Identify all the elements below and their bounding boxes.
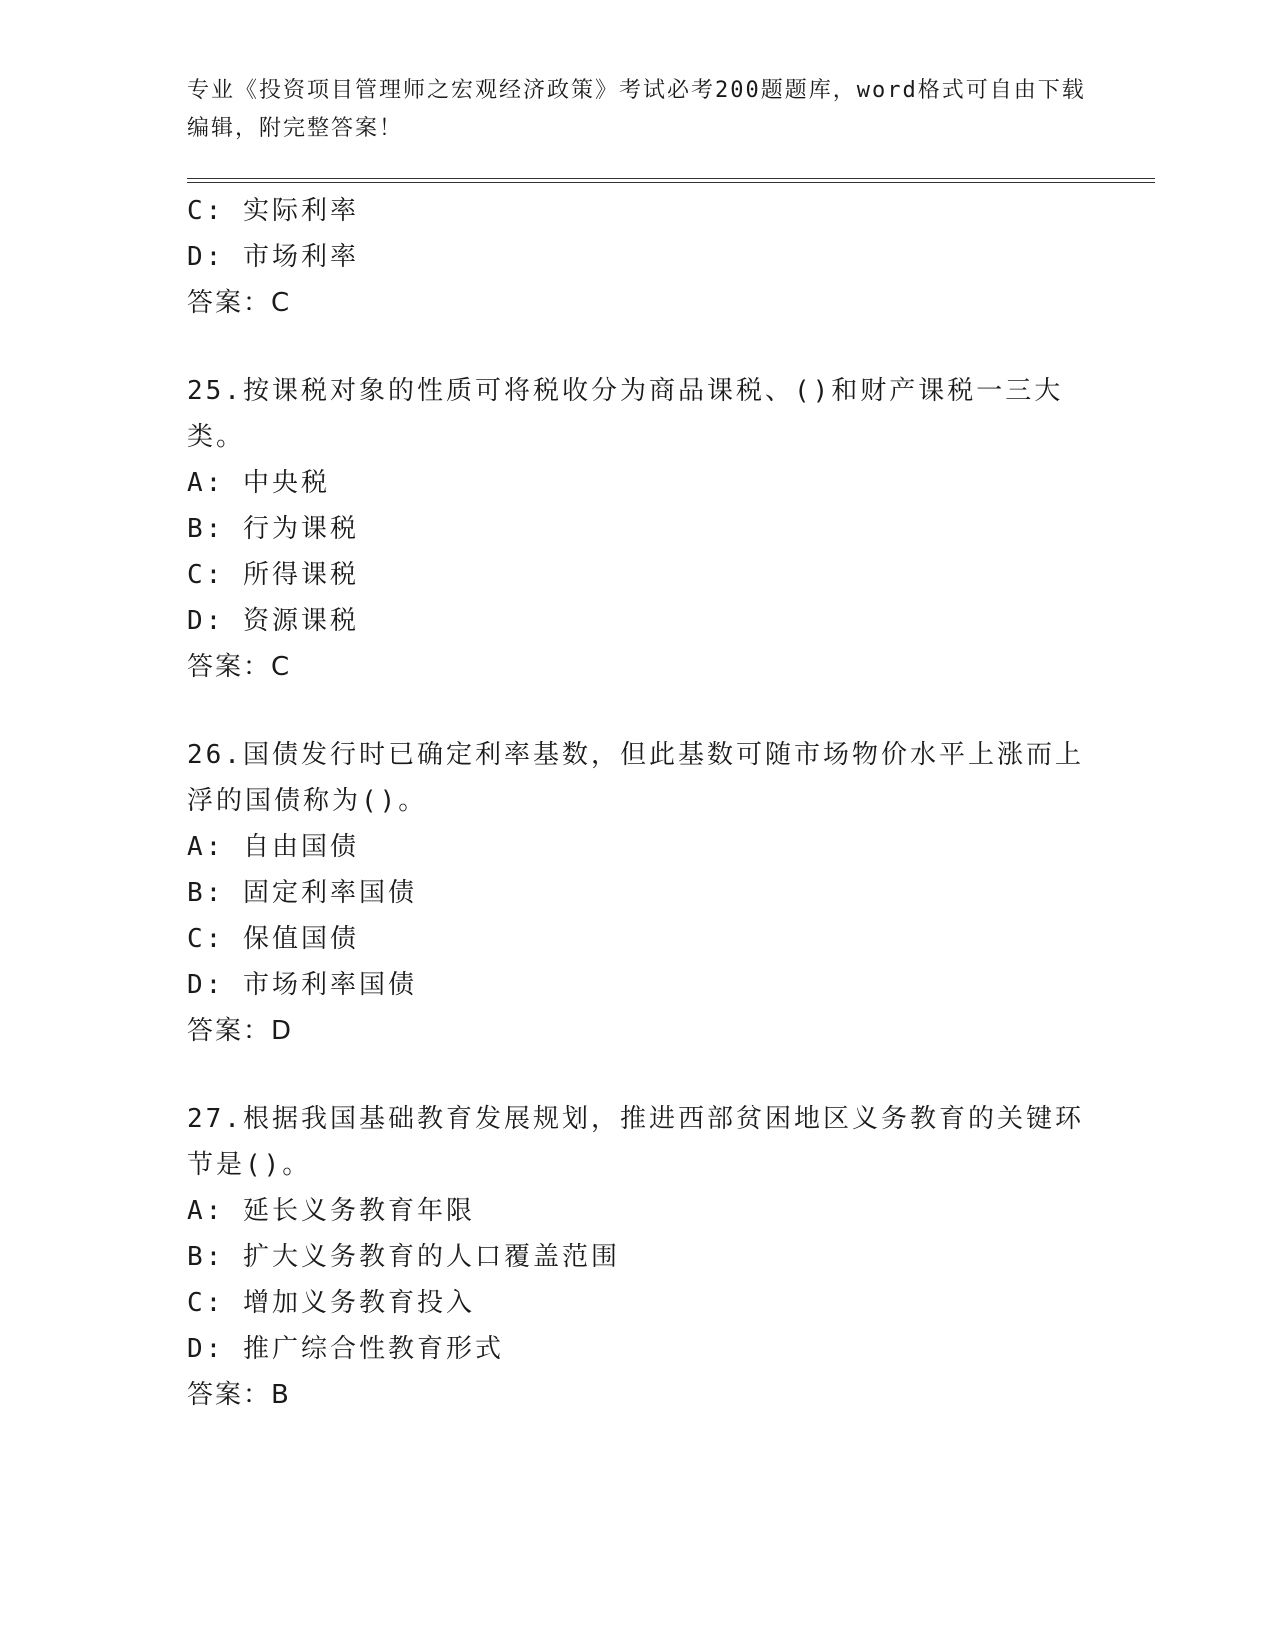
option-d: D: 市场利率 xyxy=(187,242,359,272)
answer-line: 答案：C xyxy=(187,652,292,682)
option-d: D: 市场利率国债 xyxy=(187,970,417,1000)
question-list xyxy=(187,188,1087,1418)
question-text: 26.国债发行时已确定利率基数，但此基数可随市场物价水平上涨而上浮的国债称为()。 xyxy=(187,740,1084,816)
question-text: 25.按课税对象的性质可将税收分为商品课税、()和财产课税一三大类。 xyxy=(187,376,1064,452)
option-b: B: 扩大义务教育的人口覆盖范围 xyxy=(187,1242,620,1272)
option-c: C: 保值国债 xyxy=(187,924,359,954)
option-c: C: 增加义务教育投入 xyxy=(187,1288,475,1318)
header-divider xyxy=(187,178,1155,183)
option-b: B: 行为课税 xyxy=(187,514,359,544)
option-c: C: 实际利率 xyxy=(187,196,359,226)
prev-question-tail xyxy=(187,188,1087,326)
page-header xyxy=(187,72,1087,148)
question-27 xyxy=(187,1096,1087,1418)
option-a: A: 自由国债 xyxy=(187,832,359,862)
answer-line: 答案：B xyxy=(187,1380,291,1410)
question-text: 27.根据我国基础教育发展规划，推进西部贫困地区义务教育的关键环节是()。 xyxy=(187,1104,1084,1180)
option-d: D: 资源课税 xyxy=(187,606,359,636)
option-b: B: 固定利率国债 xyxy=(187,878,417,908)
option-c: C: 所得课税 xyxy=(187,560,359,590)
answer-line: 答案：C xyxy=(187,288,292,318)
option-a: A: 延长义务教育年限 xyxy=(187,1196,475,1226)
question-26 xyxy=(187,732,1087,1054)
header-title: 专业《投资项目管理师之宏观经济政策》考试必考200题题库，word格式可自由下载编辑，附完整答案！ xyxy=(187,78,1086,141)
option-a: A: 中央税 xyxy=(187,468,330,498)
question-25 xyxy=(187,368,1087,690)
answer-line: 答案：D xyxy=(187,1016,294,1046)
option-d: D: 推广综合性教育形式 xyxy=(187,1334,504,1364)
